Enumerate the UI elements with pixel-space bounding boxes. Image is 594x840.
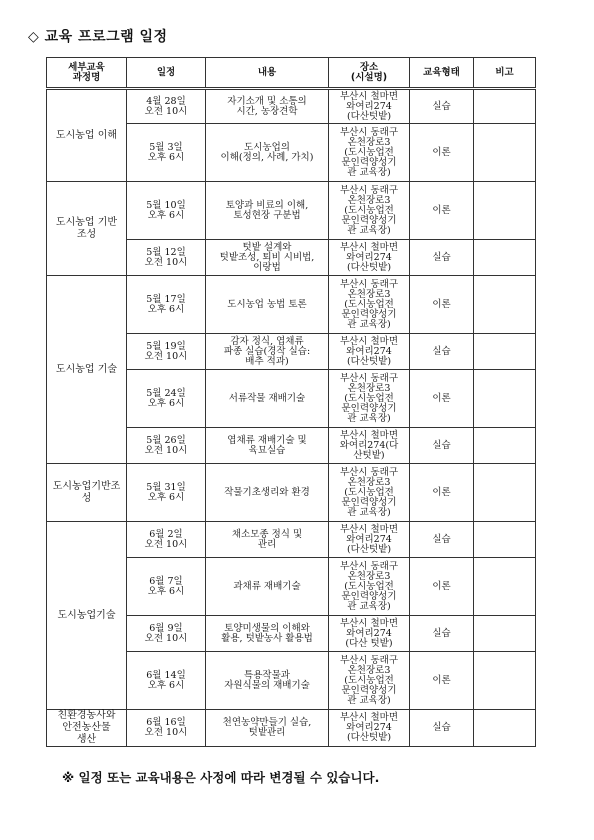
schedule-table <box>46 57 536 747</box>
header-content: 내용 <box>206 58 329 89</box>
type-cell: 실습 <box>410 89 474 124</box>
date-cell: 4월 28일 오전 10시 <box>127 89 206 124</box>
type-cell: 이론 <box>410 182 474 240</box>
table-row <box>47 464 536 522</box>
table-row <box>47 710 536 747</box>
location-cell: 부산시 철마면 와여리274 (다산텃밭) <box>329 710 410 747</box>
content-cell: 채소모종 정식 및 관리 <box>206 522 329 558</box>
note-cell <box>474 240 536 276</box>
table-row <box>47 276 536 334</box>
course-name-cell: 도시농업 이해 <box>47 89 127 182</box>
note-cell <box>474 370 536 428</box>
date-cell: 6월 14일 오후 6시 <box>127 652 206 710</box>
type-cell: 이론 <box>410 370 474 428</box>
location-cell: 부산시 철마면 와여리274 (다산텃밭) <box>329 334 410 370</box>
date-cell: 5월 31일 오후 6시 <box>127 464 206 522</box>
table-header-row <box>47 58 536 89</box>
note-cell <box>474 616 536 652</box>
note-cell <box>474 522 536 558</box>
date-cell: 5월 10일 오후 6시 <box>127 182 206 240</box>
header-date: 일정 <box>127 58 206 89</box>
location-cell: 부산시 동래구 온천장로3 (도시농업전 문인력양성기 관 교육장) <box>329 370 410 428</box>
type-cell: 실습 <box>410 616 474 652</box>
type-cell: 이론 <box>410 652 474 710</box>
type-cell: 실습 <box>410 710 474 747</box>
date-cell: 5월 12일 오전 10시 <box>127 240 206 276</box>
note-cell <box>474 428 536 464</box>
note-cell <box>474 276 536 334</box>
date-cell: 5월 19일 오전 10시 <box>127 334 206 370</box>
content-cell: 서류작물 재배기술 <box>206 370 329 428</box>
date-cell: 5월 17일 오후 6시 <box>127 276 206 334</box>
footnote: ※ 일정 또는 교육내용은 사정에 따라 변경될 수 있습니다. <box>62 770 380 785</box>
type-cell: 이론 <box>410 276 474 334</box>
content-cell: 토양미생물의 이해와 활용, 텃밭농사 활용법 <box>206 616 329 652</box>
location-cell: 부산시 동래구 온천장로3 (도시농업전 문인력양성기 관 교육장) <box>329 464 410 522</box>
location-cell: 부산시 철마면 와여리274 (다산텃밭) <box>329 240 410 276</box>
content-cell: 작물기초생리와 환경 <box>206 464 329 522</box>
location-cell: 부산시 철마면 와여리274 (다산텃밭) <box>329 89 410 124</box>
note-cell <box>474 558 536 616</box>
content-cell: 도시농업의 이해(정의, 사례, 가치) <box>206 124 329 182</box>
course-name-cell: 친환경농사와 안전농산물 생산 <box>47 710 127 747</box>
table-row <box>47 89 536 124</box>
location-cell: 부산시 철마면 와여리274(다 산텃밭) <box>329 428 410 464</box>
course-name-cell: 도시농업 기반 조성 <box>47 182 127 276</box>
type-cell: 실습 <box>410 334 474 370</box>
date-cell: 5월 24일 오후 6시 <box>127 370 206 428</box>
content-cell: 토양과 비료의 이해, 토성현장 구분법 <box>206 182 329 240</box>
location-cell: 부산시 동래구 온천장로3 (도시농업전 문인력양성기 관 교육장) <box>329 276 410 334</box>
content-cell: 천연농약만들기 실습, 텃밭관리 <box>206 710 329 747</box>
content-cell: 엽채류 재배기술 및 육묘실습 <box>206 428 329 464</box>
course-name-cell: 도시농업기술 <box>47 522 127 710</box>
location-cell: 부산시 동래구 온천장로3 (도시농업전 문인력양성기 관 교육장) <box>329 652 410 710</box>
note-cell <box>474 464 536 522</box>
type-cell: 이론 <box>410 558 474 616</box>
content-cell: 감자 정식, 엽채류 파종 실습(경작 실습: 배추 적과) <box>206 334 329 370</box>
date-cell: 6월 7일 오후 6시 <box>127 558 206 616</box>
content-cell: 텃밭 설계와 텃밭조성, 퇴비 시비법, 이랑법 <box>206 240 329 276</box>
table-body <box>47 89 536 747</box>
note-cell <box>474 124 536 182</box>
date-cell: 5월 3일 오후 6시 <box>127 124 206 182</box>
table-row <box>47 182 536 240</box>
date-cell: 5월 26일 오전 10시 <box>127 428 206 464</box>
header-note: 비고 <box>474 58 536 89</box>
header-type: 교육형태 <box>410 58 474 89</box>
type-cell: 이론 <box>410 124 474 182</box>
note-cell <box>474 89 536 124</box>
type-cell: 실습 <box>410 428 474 464</box>
note-cell <box>474 710 536 747</box>
content-cell: 자기소개 및 소통의 시간, 농장견학 <box>206 89 329 124</box>
course-name-cell: 도시농업 기술 <box>47 276 127 464</box>
header-location: 장소 (시설명) <box>329 58 410 89</box>
section-heading: ◇ 교육 프로그램 일정 <box>28 29 168 45</box>
type-cell: 실습 <box>410 240 474 276</box>
header-course: 세부교육 과정명 <box>47 58 127 89</box>
location-cell: 부산시 철마면 와여리274 (다산텃밭) <box>329 522 410 558</box>
location-cell: 부산시 동래구 온천장로3 (도시농업전 문인력양성기 관 교육장) <box>329 124 410 182</box>
location-cell: 부산시 동래구 온천장로3 (도시농업전 문인력양성기 관 교육장) <box>329 182 410 240</box>
type-cell: 실습 <box>410 522 474 558</box>
date-cell: 6월 9일 오전 10시 <box>127 616 206 652</box>
content-cell: 특용작물과 자원식물의 재배기술 <box>206 652 329 710</box>
content-cell: 과채류 재배기술 <box>206 558 329 616</box>
table-row <box>47 522 536 558</box>
note-cell <box>474 334 536 370</box>
location-cell: 부산시 철마면 와여리274 (다산 텃밭) <box>329 616 410 652</box>
location-cell: 부산시 동래구 온천장로3 (도시농업전 문인력양성기 관 교육장) <box>329 558 410 616</box>
note-cell <box>474 652 536 710</box>
content-cell: 도시농업 농법 토론 <box>206 276 329 334</box>
course-name-cell: 도시농업기반조 성 <box>47 464 127 522</box>
type-cell: 이론 <box>410 464 474 522</box>
note-cell <box>474 182 536 240</box>
date-cell: 6월 16일 오전 10시 <box>127 710 206 747</box>
date-cell: 6월 2일 오전 10시 <box>127 522 206 558</box>
